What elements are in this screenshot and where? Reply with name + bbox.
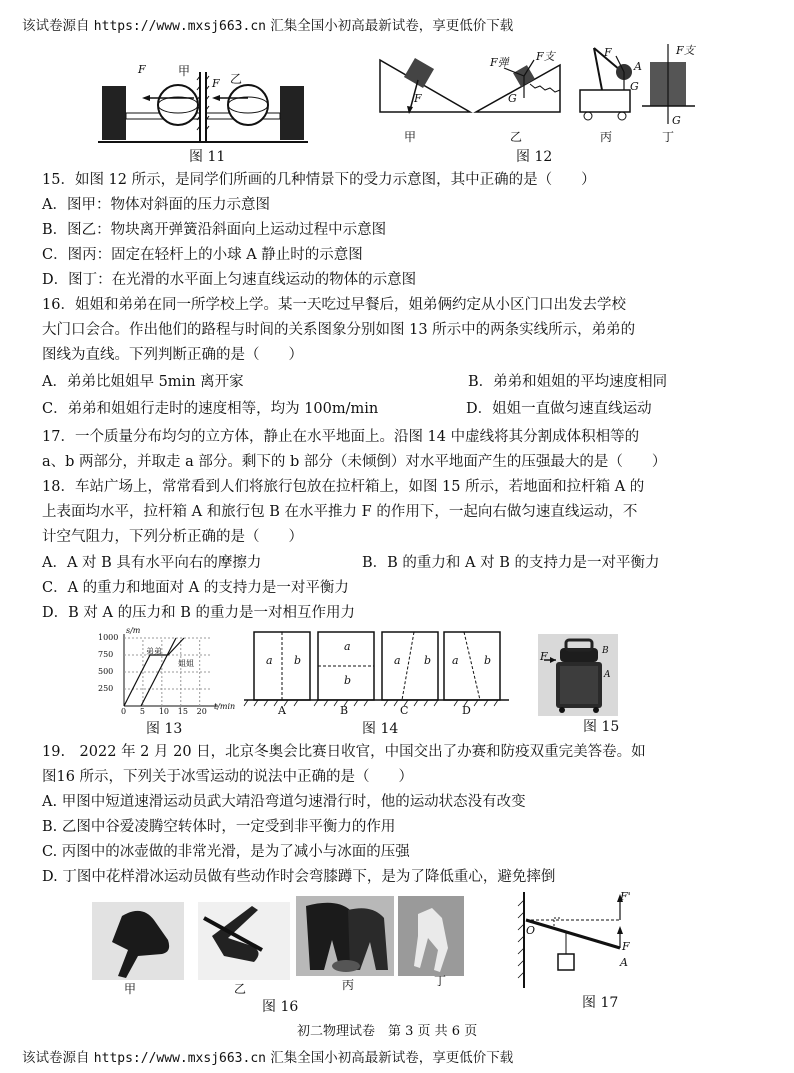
question-18-option-a: A．A 对 B 具有水平向右的摩擦力 <box>42 555 262 571</box>
figure-12-label: G <box>630 80 639 93</box>
footer-right-text: 汇集全国小初高最新试卷，享更低价下载 <box>270 1050 514 1066</box>
figure-15-label-a: A <box>604 670 611 680</box>
question-15-option-b: B．图乙：物块离开弹簧沿斜面向上运动过程中示意图 <box>42 222 387 238</box>
figure-14-part-b: b <box>484 654 492 667</box>
figure-12-panel-label: 甲 <box>404 130 417 144</box>
figure-17-drawing <box>516 892 636 988</box>
figure-17-caption: 图 17 <box>582 995 619 1011</box>
header-source-line <box>22 14 513 34</box>
figure-12-label: F <box>414 92 422 105</box>
figure-12-label: F <box>604 46 612 59</box>
question-15-option-d: D．图丁：在光滑的水平面上匀速直线运动的物体的示意图 <box>42 272 417 288</box>
figure-12-panel-label: 丁 <box>662 130 675 144</box>
question-16-option-a: A．弟弟比姐姐早 5min 离开家 <box>42 374 244 390</box>
figure-14-part-a: a <box>394 654 401 667</box>
figure-14-option-letter: D <box>462 704 471 717</box>
figure-12-label: A <box>634 60 642 73</box>
question-15-stem: 15．如图 12 所示，是同学们所画的几种情景下的受力示意图，其中正确的是（ ） <box>42 172 596 188</box>
figure-12-panel-label: 丙 <box>600 130 613 144</box>
y-tick-label: 500 <box>98 667 114 676</box>
figure-14-part-a: a <box>344 640 351 653</box>
x-tick-label: 5 <box>139 707 145 716</box>
figure-14-option-letter: A <box>278 704 286 717</box>
figure-14-option-letter: B <box>340 704 349 717</box>
figure-11-drawing <box>98 58 308 148</box>
figure-12-label: F支 <box>536 50 555 63</box>
question-19-option-b: B. 乙图中谷爱凌腾空转体时，一定受到非平衡力的作用 <box>42 819 396 835</box>
figure-16-photos <box>92 896 467 988</box>
figure-11-force-label: F <box>212 77 220 90</box>
figure-12-panel-label: 乙 <box>510 130 523 144</box>
question-15-option-a: A．图甲：物体对斜面的压力示意图 <box>42 197 270 213</box>
y-tick-label: 1000 <box>98 633 119 642</box>
figure-12-caption: 图 12 <box>516 149 553 165</box>
figure-15-caption: 图 15 <box>583 719 620 735</box>
figure-12-label: F支 <box>676 44 695 57</box>
footer-url-link[interactable]: https://www.mxsj663.cn <box>93 1051 266 1066</box>
footer-source-line <box>22 1046 513 1066</box>
question-19-option-a: A. 甲图中短道速滑运动员武大靖沿弯道匀速滑行时，他的运动状态没有改变 <box>42 794 526 810</box>
series-name-label: 弟弟 <box>146 647 162 656</box>
question-18-option-d: D．B 对 A 的压力和 B 的重力是一对相互作用力 <box>42 605 355 621</box>
series-name-label: 姐姐 <box>178 659 194 668</box>
question-17-stem-line: 17．一个质量分布均匀的立方体，静止在水平地面上。沿图 14 中虚线将其分割成体积相等的 <box>42 429 640 445</box>
figure-15-label-b: B <box>602 646 609 656</box>
x-tick-label: 15 <box>177 707 188 716</box>
figure-17-force-label: F' <box>620 890 631 903</box>
footer-left-text: 该试卷源自 <box>22 1050 90 1066</box>
question-15-option-c: C．图丙：固定在轻杆上的小球 A 静止时的示意图 <box>42 247 363 263</box>
question-17-stem-line: a、b 两部分，并取走 a 部分。剩下的 b 部分（未倾倒）对水平地面产生的压强最大的是（ ） <box>42 454 667 470</box>
question-19-stem-line: 19. 2022 年 2 月 20 日，北京冬奥会比赛日收官，中国交出了办赛和防疫双重完美答卷。如 <box>42 744 646 760</box>
question-18-stem-line: 上表面均水平，拉杆箱 A 和旅行包 B 在水平推力 F 的作用下，一起向右做匀速直线运动，不 <box>42 504 638 520</box>
figure-14-option-letter: C <box>400 704 409 717</box>
figure-13-caption: 图 13 <box>146 721 183 737</box>
page-number: 初二物理试卷 第 3 页 共 6 页 <box>297 1024 478 1039</box>
figure-14-part-a: a <box>266 654 273 667</box>
question-18-option-b: B．B 的重力和 A 对 B 的支持力是一对平衡力 <box>362 555 660 571</box>
figure-11-label-yi: 乙 <box>230 72 243 86</box>
figure-16-panel-label: 甲 <box>124 982 137 996</box>
x-tick-label: 0 <box>121 707 127 716</box>
question-19-option-c: C. 丙图中的冰壶做的非常光滑，是为了减小与冰面的压强 <box>42 844 410 860</box>
question-18-stem-line: 18．车站广场上，常常看到人们将旅行包放在拉杆箱上，如图 15 所示，若地面和拉杆箱 A 的 <box>42 479 645 495</box>
y-tick-label: 250 <box>98 684 114 693</box>
figure-16-panel-label: 乙 <box>234 982 247 996</box>
figure-16-panel-label: 丁 <box>434 974 447 988</box>
figure-14-part-b: b <box>424 654 432 667</box>
question-16-stem-line: 16．姐姐和弟弟在同一所学校上学。某一天吃过早餐后，姐弟俩约定从小区门口出发去学校 <box>42 297 626 313</box>
figure-12-label: F弹 <box>490 56 509 69</box>
question-18-stem-line: 计空气阻力，下列分析正确的是（ ） <box>42 529 303 545</box>
question-19-option-d: D. 丁图中花样滑冰运动员做有些动作时会弯膝蹲下，是为了降低重心，避免摔倒 <box>42 869 556 885</box>
figure-14-part-b: b <box>344 674 352 687</box>
figure-14-part-a: a <box>452 654 459 667</box>
figure-14-drawing <box>244 630 509 710</box>
figure-12-label: G <box>508 92 517 105</box>
figure-11-caption: 图 11 <box>189 149 226 165</box>
x-axis-label: t/min <box>214 702 236 711</box>
figure-17-force-label: F <box>622 940 630 953</box>
question-16-option-c: C．弟弟和姐姐行走时的速度相等，均为 100m/min <box>42 401 379 417</box>
figure-17-pivot-label: O <box>526 924 536 937</box>
header-left-text: 该试卷源自 <box>22 18 90 34</box>
header-url-link[interactable]: https://www.mxsj663.cn <box>93 19 266 34</box>
figure-11-label-jia: 甲 <box>178 64 191 78</box>
figure-16-panel-label: 丙 <box>342 978 355 992</box>
question-16-stem-line: 大门口会合。作出他们的路程与时间的关系图象分别如图 13 所示中的两条实线所示，弟弟的 <box>42 322 636 338</box>
figure-17-point-label: A <box>620 956 628 969</box>
header-right-text: 汇集全国小初高最新试卷，享更低价下载 <box>270 18 514 34</box>
y-tick-label: 750 <box>98 650 114 659</box>
figure-15-force-label: F <box>540 650 548 663</box>
figure-16-caption: 图 16 <box>262 999 299 1015</box>
figure-12-label: G <box>672 114 681 127</box>
question-16-stem-line: 图线为直线。下列判断正确的是（ ） <box>42 347 303 363</box>
x-tick-label: 20 <box>196 707 207 716</box>
figure-14-part-b: b <box>294 654 302 667</box>
y-axis-label: s/m <box>126 626 141 635</box>
question-16-option-d: D．姐姐一直做匀速直线运动 <box>466 401 652 417</box>
figure-13-graph <box>96 630 226 716</box>
x-tick-label: 10 <box>158 707 170 716</box>
figure-14-caption: 图 14 <box>362 721 399 737</box>
figure-11-force-label: F <box>138 63 146 76</box>
question-19-stem-line: 图16 所示，下列关于冰雪运动的说法中正确的是（ ） <box>42 769 414 785</box>
question-18-option-c: C．A 的重力和地面对 A 的支持力是一对平衡力 <box>42 580 349 596</box>
question-16-option-b: B．弟弟和姐姐的平均速度相同 <box>468 374 668 390</box>
